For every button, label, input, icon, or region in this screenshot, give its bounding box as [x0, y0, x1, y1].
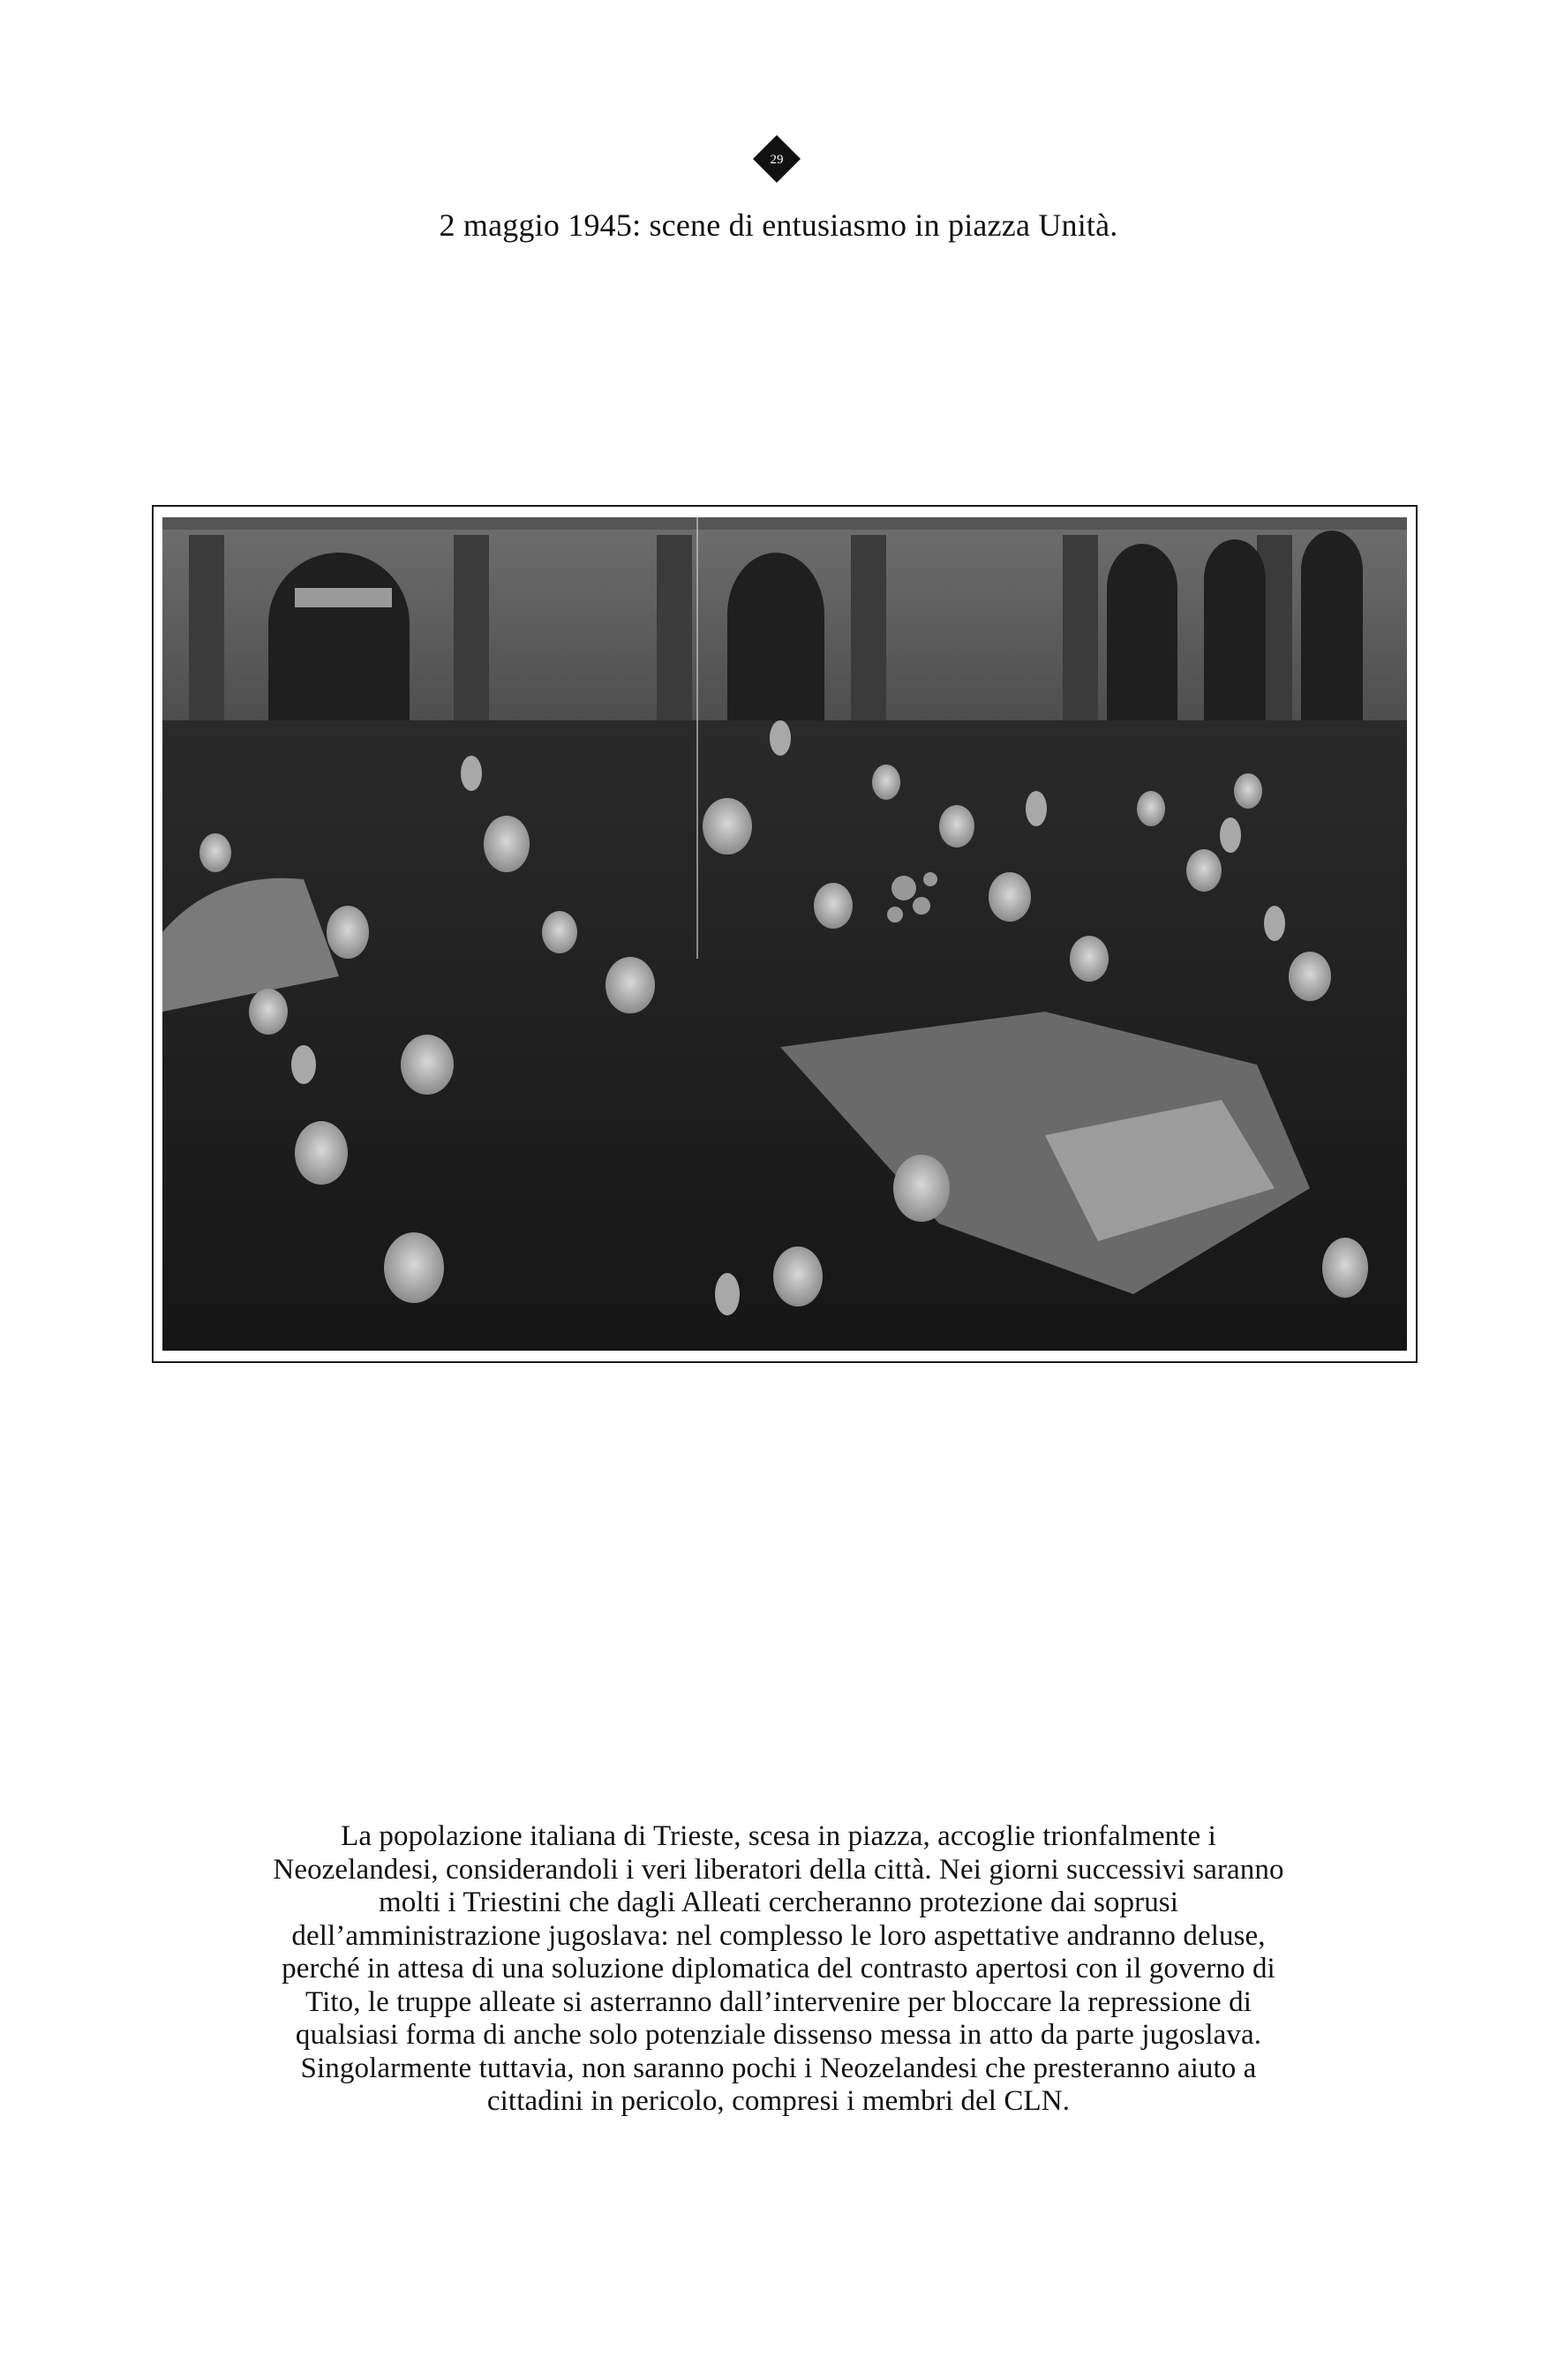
page-number: 29 [770, 153, 784, 167]
body-line: Singolarmente tuttavia, non saranno pochi i Neozelandesi che presteranno aiuto a [300, 2052, 1257, 2084]
body-line: Neozelandesi, considerandoli i veri liberatori della città. Nei giorni successivi saranno [273, 1853, 1284, 1886]
photo-frame [152, 505, 1418, 1363]
body-line: molti i Triestini che dagli Alleati cercheranno protezione dai soprusi [378, 1887, 1179, 1918]
body-paragraph [205, 1820, 1352, 2119]
body-line: dell’amministrazione jugoslava: nel complesso le loro aspettative andranno deluse, [291, 1919, 1266, 1952]
body-line: perché in attesa di una soluzione diplomatica del contrasto apertosi con il governo di [282, 1953, 1275, 1985]
crowd-photograph [162, 517, 1407, 1351]
photo-image [162, 517, 1407, 1351]
diamond-icon [752, 134, 801, 184]
photo-caption: 2 maggio 1945: scene di entusiasmo in piazza Unità. [439, 207, 1118, 243]
body-line: Tito, le truppe alleate si asterranno dall’intervenire per bloccare la repressione di [305, 1985, 1252, 2018]
page-number-badge [752, 134, 801, 184]
body-line: cittadini in pericolo, compresi i membri del CLN. [486, 2085, 1071, 2117]
body-line: La popolazione italiana di Trieste, scesa in piazza, accoglie trionfalmente i [341, 1820, 1216, 1852]
body-line: qualsiasi forma di anche solo potenziale dissenso messa in atto da parte jugoslava. [295, 2019, 1262, 2051]
